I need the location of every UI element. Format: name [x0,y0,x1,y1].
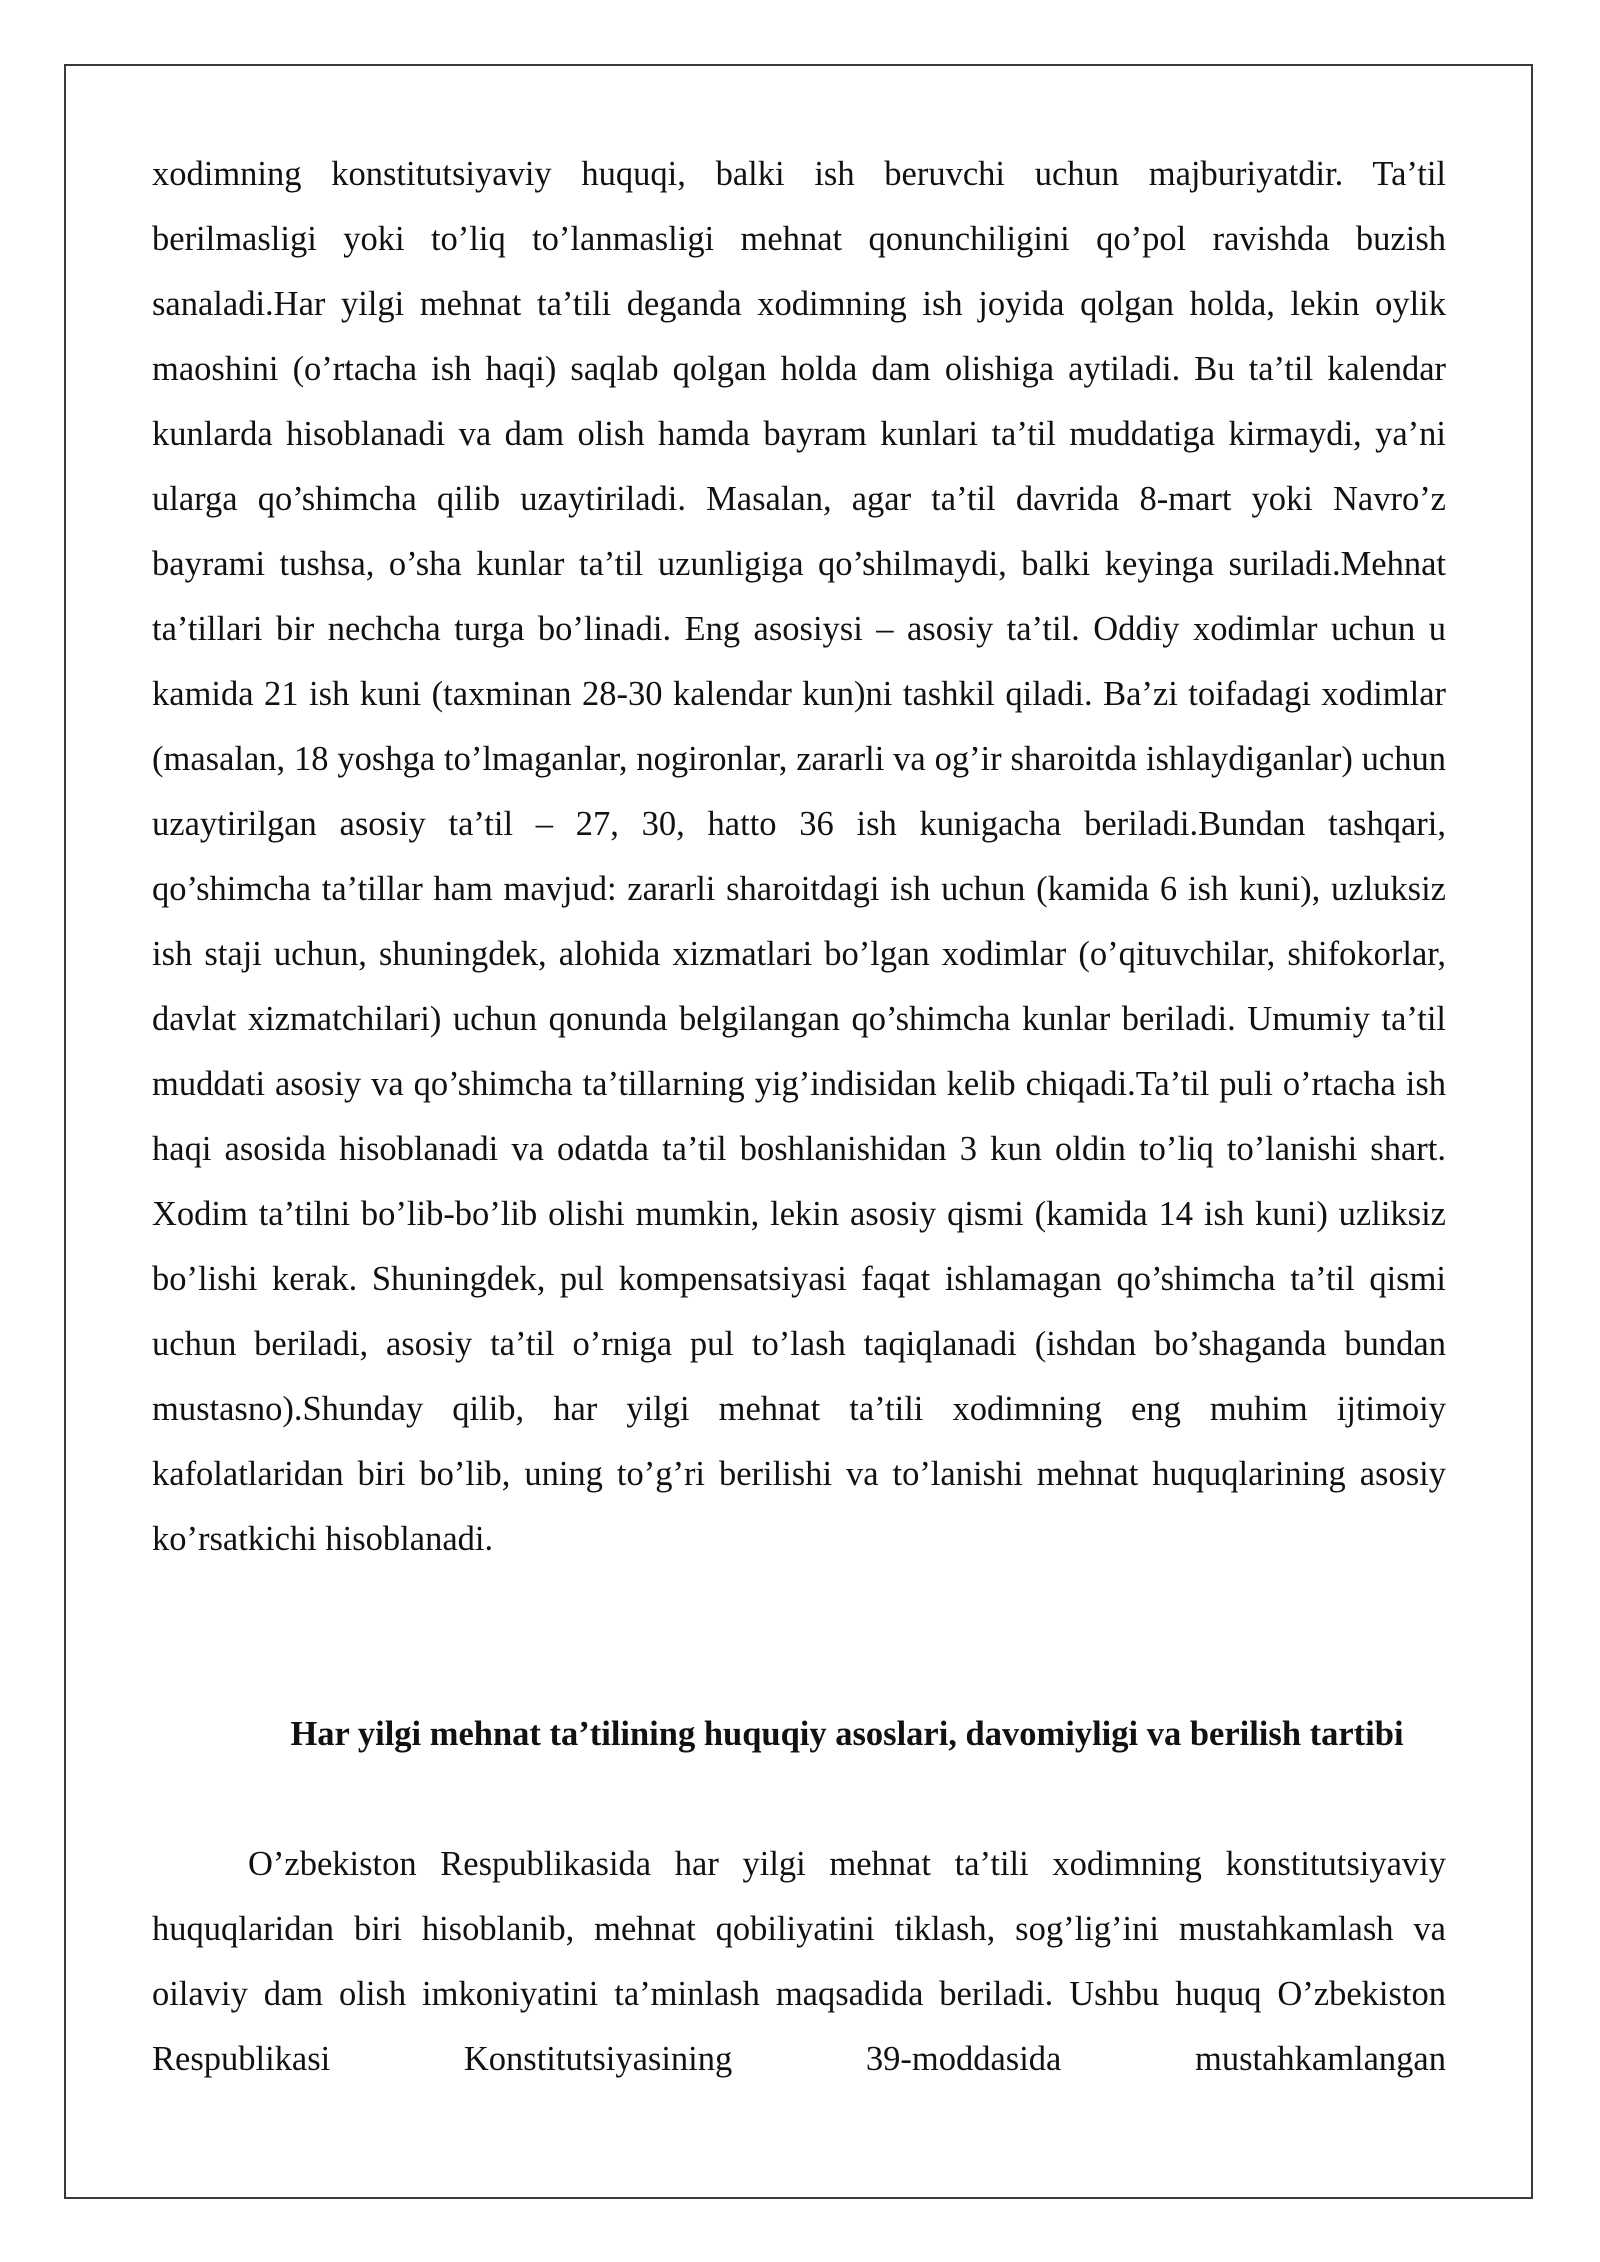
body-paragraph: xodimning konstitutsiyaviy huquqi, balki ish beruvchi uchun majburiyatdir. Ta’til berilmasligi yoki to’liq to’lanmasligi mehnat qonunchiligini qo’pol ravishda buzish sanaladi.Har yilgi mehnat ta’tili deganda xodimning ish joyida qolgan holda, lekin oylik maoshini (o’rtacha ish haqi) saqlab qolgan holda dam olishiga aytiladi. Bu ta’til kalendar kunlarda hisoblanadi va dam olish hamda bayram kunlari ta’til muddatiga kirmaydi, ya’ni ularga qo’shimcha qilib uzaytiriladi. Masalan, agar ta’til davrida 8-mart yoki Navro’z bayrami tushsa, o’sha kunlar ta’til uzunligiga qo’shilmaydi, balki keyinga suriladi.Mehnat ta’tillari bir nechcha turga bo’linadi. Eng asosiysi – asosiy ta’til. Oddiy xodimlar uchun u kamida 21 ish kuni (taxminan 28-30 kalendar kun)ni tashkil qiladi. Ba’zi toifadagi xodimlar (masalan, 18 yoshga to’lmaganlar, nogironlar, zararli va og’ir sharoitda ishlaydiganlar) uchun uzaytirilgan asosiy ta’til – 27, 30, hatto 36 ish kunigacha beriladi.Bundan tashqari, qo’shimcha ta’tillar ham mavjud: zararli sharoitdagi ish uchun (kamida 6 ish kuni), uzluksiz ish staji uchun, shuningdek, alohida xizmatlari bo’lgan xodimlar (o’qituvchilar, shifokorlar, davlat xizmatchilari) uchun qonunda belgilangan qo’shimcha kunlar beriladi. Umumiy ta’til muddati asosiy va qo’shimcha ta’tillarning yig’indisidan kelib chiqadi.Ta’til puli o’rtacha ish haqi asosida hisoblanadi va odatda ta’til boshlanishidan 3 kun oldin to’liq to’lanishi shart. Xodim ta’tilni bo’lib-bo’lib olishi mumkin, lekin asosiy qismi (kamida 14 ish kuni) uzliksiz bo’lishi kerak. Shuningdek, pul kompensatsiyasi faqat ishlamagan qo’shimcha ta’til qismi uchun beriladi, asosiy ta’til o’rniga pul to’lash taqiqlanadi (ishdan bo’shaganda bundan mustasno).Shunday qilib, har yilgi mehnat ta’tili xodimning eng muhim ijtimoiy kafolatlaridan biri bo’lib, uning to’g’ri berilishi va to’lanishi mehnat huquqlarining asosiy ko’rsatkichi hisoblanadi. [152,155,1446,1558]
section-heading: Har yilgi mehnat ta’tilining huquqiy asoslari, davomiyligi va berilish tartibi [290,1715,1404,1753]
section-intro-paragraph: O’zbekiston Respublikasida har yilgi mehnat ta’tili xodimning konstitutsiyaviy huquqlaridan biri hisoblanib, mehnat qobiliyatini tiklash, sog’lig’ini mustahkamlash va oilaviy dam olish imkoniyatini ta’minlash maqsadida beriladi. Ushbu huquq O’zbekiston Respublikasi Konstitutsiyasining 39-moddasida mustahkamlangan [152,1845,1446,2078]
